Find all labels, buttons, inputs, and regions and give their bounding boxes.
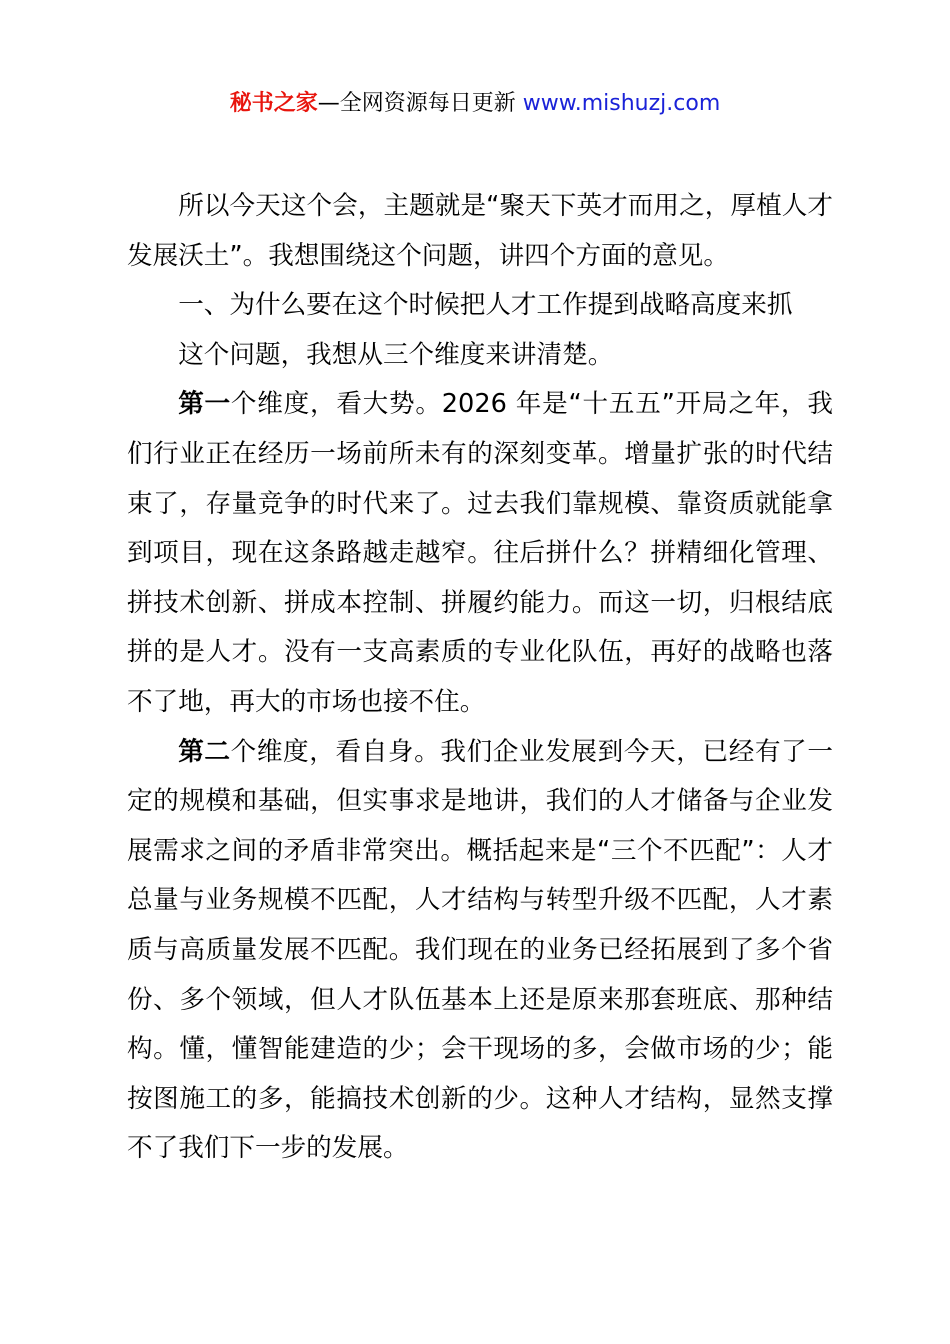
paragraph-dimension-one xyxy=(127,380,833,727)
section-heading xyxy=(127,281,833,331)
document-body xyxy=(127,182,833,1174)
paragraph-text: 一、为什么要在这个时候把人才工作提到战略高度来抓 xyxy=(178,290,793,321)
site-header xyxy=(0,88,950,120)
paragraph-intro xyxy=(127,182,833,281)
paragraph-text: 个维度，看大势。2026 年是“十五五”开局之年，我们行业正在经历一场前所未有的深刻变革。增量扩张的时代结束了，存量竞争的时代来了。过去我们靠规模、靠资质就能拿到项目，现在这条路越走越窄。往后拼什么？拼精细化管理、拼技术创新、拼成本控制、拼履约能力。而这一切，归根结底拼的是人才。没有一支高素质的专业化队伍，再好的战略也落不了地，再大的市场也接不住。 xyxy=(127,389,833,717)
paragraph-overview xyxy=(127,331,833,381)
paragraph-dimension-two xyxy=(127,728,833,1174)
paragraph-text: 所以今天这个会，主题就是“聚天下英才而用之，厚植人才发展沃土”。我想围绕这个问题，讲四个方面的意见。 xyxy=(127,191,833,271)
paragraph-text: 这个问题，我想从三个维度来讲清楚。 xyxy=(178,339,614,370)
header-tagline: —全网资源每日更新 xyxy=(317,91,523,116)
paragraph-lead: 第二 xyxy=(178,736,231,767)
site-url-link[interactable]: www.mishuzj.com xyxy=(522,91,721,116)
paragraph-lead: 第一 xyxy=(178,389,231,420)
brand-name: 秘书之家 xyxy=(229,91,318,116)
paragraph-text: 个维度，看自身。我们企业发展到今天，已经有了一定的规模和基础，但实事求是地讲，我们的人才储备与企业发展需求之间的矛盾非常突出。概括起来是“三个不匹配”：人才总量与业务规模不匹配，人才结构与转型升级不匹配，人才素质与高质量发展不匹配。我们现在的业务已经拓展到了多个省份、多个领域，但人才队伍基本上还是原来那套班底、那种结构。懂，懂智能建造的少；会干现场的多，会做市场的少；能按图施工的多，能搞技术创新的少。这种人才结构，显然支撑不了我们下一步的发展。 xyxy=(127,736,833,1164)
